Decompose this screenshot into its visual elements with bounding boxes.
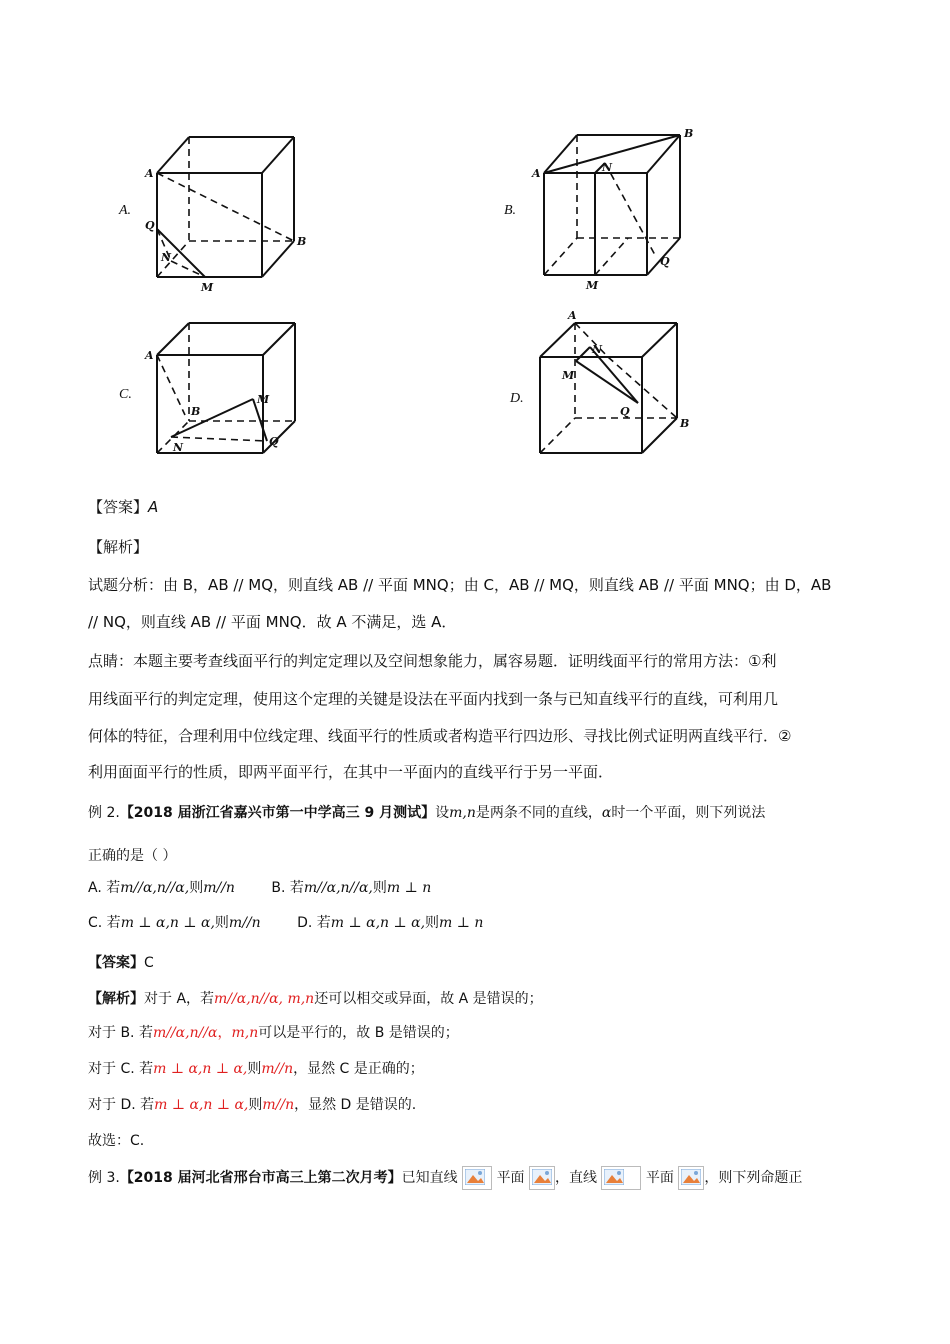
math: m//α,n//α — [152, 1025, 218, 1041]
text: 则 — [214, 915, 229, 931]
example-number: 例 3. — [88, 1170, 120, 1186]
text: 则 — [189, 880, 204, 896]
ex2-options-row — [88, 877, 431, 897]
svg-text:Q: Q — [145, 219, 155, 232]
math: m//α,n//α, m,n — [214, 991, 315, 1007]
math: m ⊥ α,n ⊥ α, — [120, 915, 215, 931]
math: m ⊥ α,n ⊥ α, — [330, 915, 426, 931]
ex1-comment-line: 用线面平行的判定定理，使用这个定理的关键是设法在平面内找到一条与已知直线平行的直线，可利用几 — [88, 690, 779, 708]
ex1-analysis-tag: 【解析】 — [88, 538, 149, 556]
cube-diagram-c — [115, 315, 315, 460]
svg-text:A: A — [532, 167, 541, 180]
math: m ⊥ α,n ⊥ α, — [154, 1097, 249, 1113]
text: 还可以相交或异面，故 A 是错误的； — [314, 991, 543, 1007]
analysis-tag: 【解析】 — [88, 991, 144, 1007]
text: 则 — [248, 1097, 263, 1113]
ex1-analysis-line: 试题分析：由 B，AB // MQ，则直线 AB // 平面 MNQ；由 C，AB // MQ，则直线 AB // 平面 MNQ；由 D，AB — [88, 576, 832, 594]
option-c — [88, 915, 261, 931]
ex1-answer — [88, 496, 158, 517]
text: 则 — [247, 1061, 262, 1077]
svg-text:M: M — [257, 393, 270, 406]
figure-c — [115, 315, 315, 460]
math: m//n — [261, 1061, 294, 1077]
ex1-analysis-line: // NQ，则直线 AB // 平面 MNQ．故 A 不满足，选 A． — [88, 613, 457, 631]
svg-text:B: B — [684, 127, 694, 140]
math: m//n — [262, 1097, 295, 1113]
text: 对于 A，若 — [144, 991, 215, 1007]
math: m ⊥ n — [386, 880, 432, 896]
svg-text:B: B — [191, 405, 201, 418]
ex2-options-row — [88, 912, 483, 932]
text: 对于 C. 若 — [88, 1061, 154, 1077]
svg-text:N: N — [161, 251, 172, 264]
example-source: 【2018 届浙江省嘉兴市第一中学高三 9 月测试】 — [119, 805, 436, 821]
text: 可以是平行的，故 B 是错误的； — [258, 1025, 459, 1041]
math: m,n — [231, 1025, 259, 1041]
svg-text:N: N — [602, 161, 613, 174]
figure-d — [500, 305, 710, 465]
math: m//n — [228, 915, 261, 931]
option-a — [88, 880, 235, 896]
option-d — [297, 915, 483, 931]
svg-text:Q: Q — [660, 255, 670, 268]
text: ，显然 D 是错误的. — [294, 1097, 417, 1113]
text: 平面 — [496, 1170, 525, 1186]
math: m//α,n//α, — [303, 880, 373, 896]
ex2-analysis-line — [88, 1058, 424, 1078]
svg-text:A: A — [145, 167, 154, 180]
ex1-comment-line: 何体的特征，合理利用中位线定理、线面平行的性质或者构造平行四边形、寻找比例式证明两直线平行．② — [88, 727, 792, 745]
text: 平面 — [645, 1170, 674, 1186]
figure-c-label: C. — [119, 387, 132, 402]
ex2-analysis-line — [88, 1094, 416, 1114]
cube-diagram-d — [500, 305, 710, 465]
cube-diagram-b — [500, 125, 710, 295]
svg-text:Q: Q — [620, 405, 630, 418]
text: 是两条不同的直线， — [475, 805, 602, 821]
figure-b — [500, 125, 710, 295]
math: m ⊥ α,n ⊥ α, — [153, 1061, 248, 1077]
figure-d-label: D. — [510, 391, 524, 406]
text: A. 若 — [88, 880, 121, 896]
svg-text:A: A — [568, 309, 577, 322]
svg-text:M: M — [562, 369, 575, 382]
figure-b-label: B. — [504, 203, 517, 218]
svg-text:N: N — [173, 441, 184, 454]
text: 已知直线 — [401, 1170, 458, 1186]
svg-text:M: M — [586, 279, 599, 292]
example-source: 【2018 届河北省邢台市高三上第二次月考】 — [119, 1170, 402, 1186]
ex2-question-line: 正确的是（ ） — [88, 848, 177, 864]
text: D. 若 — [297, 915, 331, 931]
ex1-comment-line: 利用面面平行的性质，即两平面平行，在其中一平面内的直线平行于另一平面． — [88, 763, 614, 781]
math: m ⊥ n — [439, 915, 484, 931]
ex3-question-line — [88, 1166, 802, 1190]
cube-diagram-a — [115, 125, 315, 295]
svg-text:B: B — [680, 417, 690, 430]
figure-a — [115, 125, 315, 295]
text: B. 若 — [271, 880, 304, 896]
text: C. 若 — [88, 915, 121, 931]
text: 设 — [435, 805, 450, 821]
answer-tag: 【答案】 — [88, 955, 144, 971]
math: m,n — [449, 805, 476, 821]
broken-image-icon — [601, 1166, 641, 1190]
math: α — [601, 805, 612, 821]
answer-tag: 【答案】 — [88, 498, 149, 516]
option-b — [271, 880, 431, 896]
text: 则 — [425, 915, 440, 931]
math: m//n — [203, 880, 235, 896]
text: ，则下列命题正 — [704, 1170, 803, 1186]
answer-value: C — [144, 955, 154, 971]
text: 则 — [372, 880, 387, 896]
ex2-answer — [88, 952, 154, 972]
text: 时一个平面，则下列说法 — [611, 805, 766, 821]
ex2-conclusion: 故选：C. — [88, 1133, 145, 1149]
example-number: 例 2. — [88, 805, 120, 821]
svg-text:N: N — [592, 343, 603, 356]
ex2-analysis-line — [88, 1022, 459, 1042]
text: ， — [217, 1025, 232, 1041]
ex2-question-line — [88, 802, 765, 822]
text: 对于 D. 若 — [88, 1097, 155, 1113]
figure-a-label: A. — [119, 203, 132, 218]
math: m//α,n//α, — [120, 880, 190, 896]
text: 对于 B. 若 — [88, 1025, 153, 1041]
broken-image-icon — [529, 1166, 555, 1190]
ex2-analysis-line — [88, 988, 543, 1008]
broken-image-icon — [678, 1166, 704, 1190]
svg-text:Q: Q — [269, 435, 279, 448]
text: ，显然 C 是正确的； — [293, 1061, 424, 1077]
ex1-comment-line: 点睛：本题主要考查线面平行的判定定理以及空间想象能力，属容易题．证明线面平行的常用方法：①利 — [88, 652, 777, 670]
svg-text:M: M — [201, 281, 214, 294]
svg-text:B: B — [297, 235, 307, 248]
answer-value: A — [148, 498, 159, 516]
text: ，直线 — [555, 1170, 598, 1186]
broken-image-icon — [462, 1166, 492, 1190]
svg-text:A: A — [145, 349, 154, 362]
